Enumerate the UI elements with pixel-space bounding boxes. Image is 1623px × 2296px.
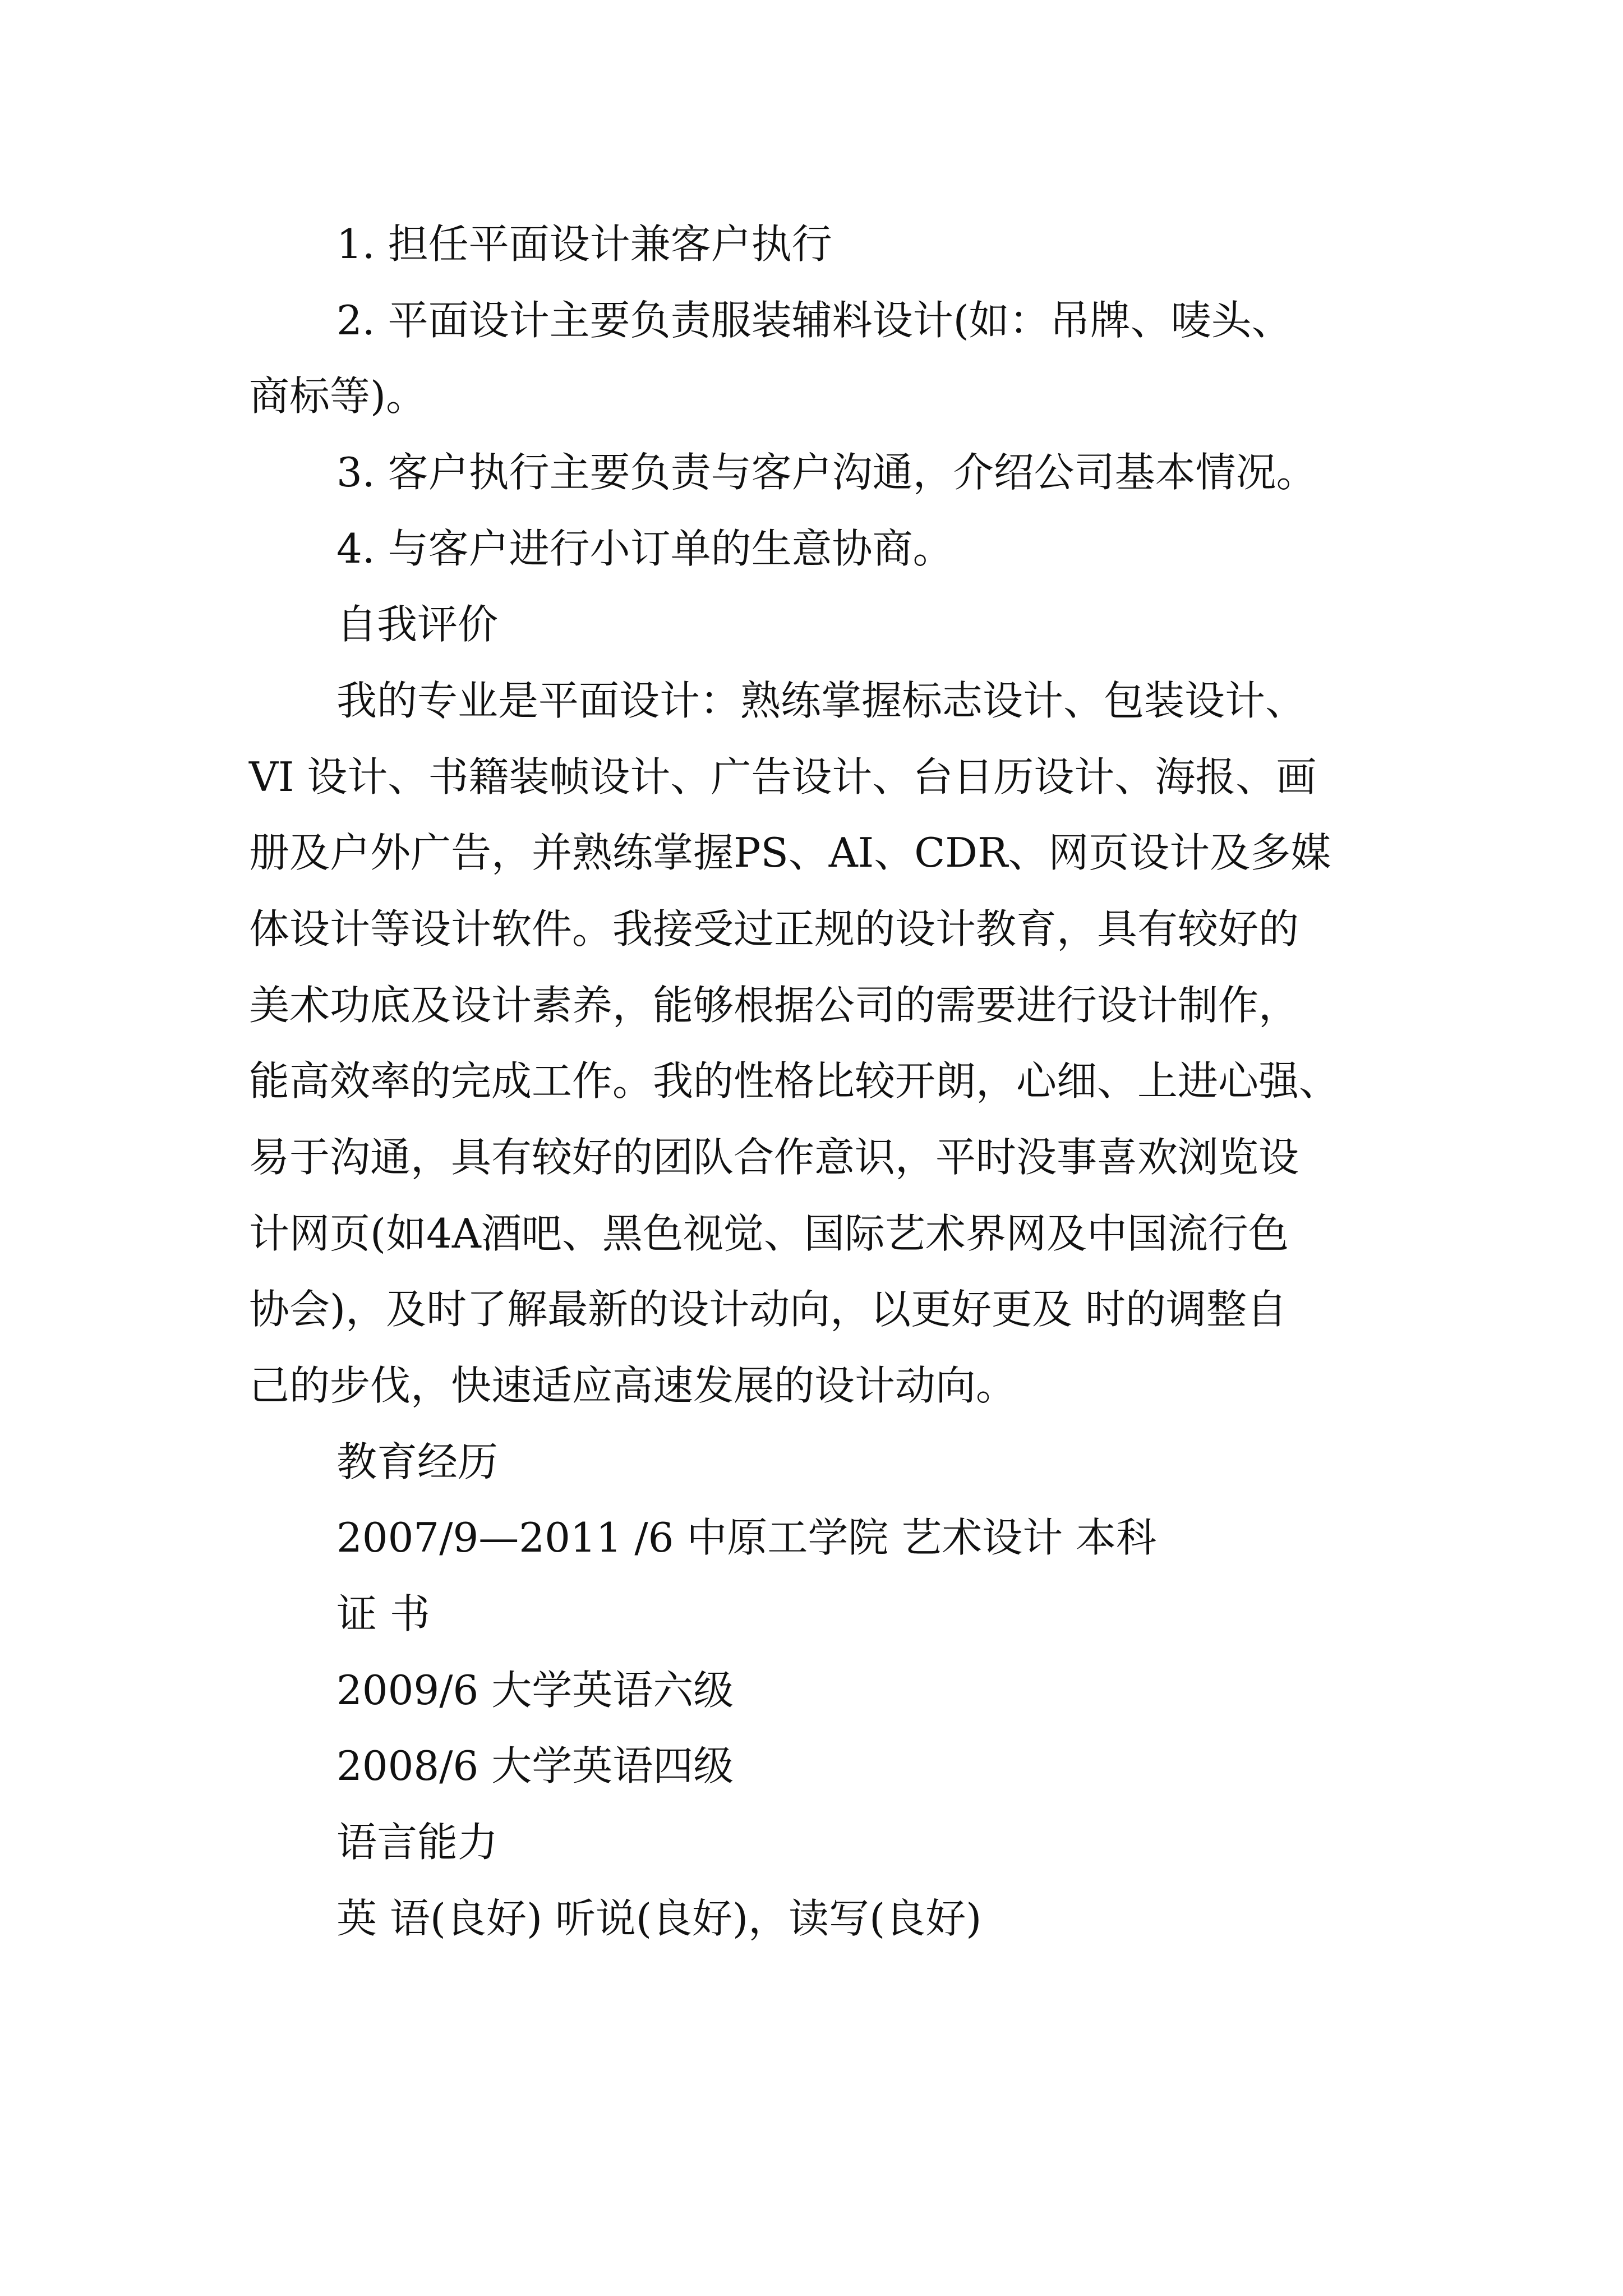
- education-heading: 教育经历: [336, 1438, 499, 1485]
- certificate-item: 2008/6 大学英语四级: [336, 1742, 734, 1789]
- language-heading: 语言能力: [336, 1819, 499, 1866]
- self-evaluation-line: 美术功底及设计素养，能够根据公司的需要进行设计制作，: [249, 982, 1299, 1029]
- self-evaluation-line: 易于沟通，具有较好的团队合作意识，平时没事喜欢浏览设: [249, 1134, 1299, 1181]
- duty-item-3: 3. 客户执行主要负责与客户沟通，介绍公司基本情况。: [336, 449, 1317, 496]
- certificate-item: 2009/6 大学英语六级: [336, 1667, 734, 1714]
- language-entry: 英 语(良好) 听说(良好)，读写(良好): [336, 1895, 982, 1942]
- self-evaluation-line: 己的步伐，快速适应高速发展的设计动向。: [249, 1362, 1017, 1409]
- education-entry: 2007/9—2011 /6 中原工学院 艺术设计 本科: [336, 1514, 1157, 1561]
- self-evaluation-line: 我的专业是平面设计：熟练掌握标志设计、包装设计、: [336, 677, 1306, 724]
- duty-item-2-line-1: 2. 平面设计主要负责服装辅料设计(如：吊牌、唛头、: [336, 297, 1292, 344]
- self-evaluation-line: 体设计等设计软件。我接受过正规的设计教育，具有较好的: [249, 905, 1299, 953]
- duty-item-4: 4. 与客户进行小订单的生意协商。: [336, 525, 953, 572]
- self-evaluation-line: 协会)，及时了解最新的设计动向，以更好更及 时的调整自: [249, 1286, 1287, 1333]
- duty-item-2-line-2: 商标等)。: [249, 372, 427, 420]
- self-evaluation-line: 能高效率的完成工作。我的性格比较开朗，心细、上进心强、: [249, 1057, 1340, 1105]
- self-evaluation-heading: 自我评价: [336, 601, 499, 648]
- self-evaluation-line: VI 设计、书籍装帧设计、广告设计、台日历设计、海报、画: [249, 753, 1317, 800]
- self-evaluation-line: 计网页(如4A酒吧、黑色视觉、国际艺术界网及中国流行色: [249, 1210, 1289, 1257]
- certificates-heading: 证 书: [336, 1590, 430, 1637]
- duty-item-1: 1. 担任平面设计兼客户执行: [336, 220, 832, 268]
- self-evaluation-line: 册及户外广告，并熟练掌握PS、AI、CDR、网页设计及多媒: [249, 829, 1331, 876]
